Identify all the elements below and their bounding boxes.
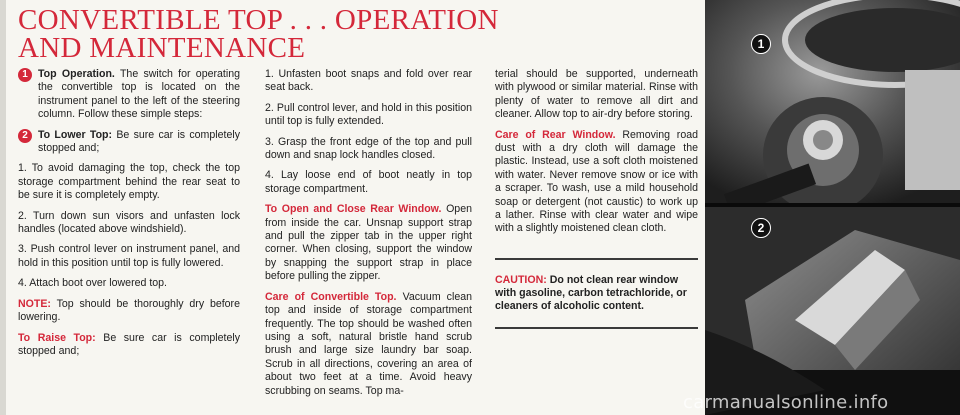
top-operation-body: The switch for operating the convertible top is located on the instrument panel to the left of the steering column. Follow these simple steps: (38, 68, 240, 121)
note-paragraph (18, 298, 240, 325)
rear-window-paragraph (265, 203, 472, 283)
care-top-heading: Care of Convertible Top. (265, 290, 397, 303)
care-top-body: Vacuum clean top and inside of storage compartment frequently. The top should be washed often using a soft, natural bristle hand scrub brush and large size laundry bar soap. Scrub in all directions, covering an area of about two feet at a time. Avoid heavy scrubbing on seams. Top ma- (265, 290, 472, 397)
rear-window-body: Open from inside the car. Unsnap support strap and pull the zipper tab in the upper right corner. When closing, support the window by snapping the support strap in place before pulling the zipper. (265, 203, 472, 283)
photo-label-2: 2 (751, 218, 771, 238)
column-3 (495, 68, 698, 343)
rear-window-heading: To Open and Close Rear Window. (265, 203, 442, 216)
caution-box (495, 274, 698, 313)
step-badge-1: 1 (18, 68, 32, 82)
care-top-paragraph (265, 291, 472, 398)
raise-step-1: 1. Unfasten boot snaps and fold over rear seat back. (265, 68, 472, 94)
raise-top-heading: To Raise Top: (18, 331, 96, 344)
lower-step-3: 3. Push control lever on instrument panel, and hold in this position until top is fully lowered. (18, 243, 240, 269)
lower-top-heading: To Lower Top: (38, 128, 113, 141)
caution-body: Do not clean rear window with gasoline, carbon tetrachloride, or cleaners of alcoholic content. (495, 273, 687, 312)
lower-step-1: 1. To avoid damaging the top, check the top storage compartment behind the rear seat to be sure it is completely empty. (18, 162, 240, 202)
lower-top-paragraph (18, 129, 240, 156)
dashboard-photo (705, 0, 960, 415)
photo-label-1: 1 (751, 34, 771, 54)
title-line-1: CONVERTIBLE TOP . . . OPERATION (18, 4, 499, 36)
note-body: Top should be thoroughly dry before lowering. (18, 297, 240, 324)
divider-top (495, 258, 698, 260)
raise-top-body: Be sure car is completely stopped and; (18, 331, 241, 357)
care-rear-window-paragraph (495, 129, 698, 236)
raise-step-2: 2. Pull control lever, and hold in this position until top is fully extended. (265, 101, 472, 128)
step-badge-2: 2 (18, 129, 32, 143)
raise-step-4: 4. Lay loose end of boot neatly in top storage compartment. (265, 169, 472, 195)
care-rear-window-heading: Care of Rear Window. (495, 128, 616, 141)
lower-step-2: 2. Turn down sun visors and unfasten lock handles (located above windshield). (18, 209, 240, 236)
page-title (18, 4, 499, 64)
column-1 (18, 68, 240, 365)
top-operation-paragraph (18, 68, 240, 122)
column-2 (265, 68, 472, 405)
lower-step-4: 4. Attach boot over lowered top. (18, 277, 167, 290)
title-line-2: AND MAINTENANCE (18, 32, 306, 64)
note-heading: NOTE: (18, 297, 51, 310)
page-edge (0, 0, 6, 415)
caution-heading: CAUTION: (495, 273, 547, 286)
raise-step-3: 3. Grasp the front edge of the top and pull down and snap lock handles closed. (265, 135, 472, 162)
watermark: carmanualsonline.info (683, 392, 889, 413)
care-rear-window-body: Removing road dust with a dry cloth will damage the plastic. Instead, use a soft cloth moistened with water. Never remove snow or ice with a scraper. To wash, use a mild household soap or detergent (not caustic) to work up a lather. Rinse with clear water and wipe with a slightly moistened clean cloth. (495, 128, 699, 235)
lower-top-body: Be sure car is completely stopped and; (38, 128, 240, 155)
photo-panel (705, 0, 960, 415)
divider-bottom (495, 327, 698, 329)
raise-top-paragraph (18, 332, 240, 359)
care-top-continued: terial should be supported, underneath with plywood or similar material. Rinse with plenty of water to remove all dirt and cleaner. Allow top to air-dry before storing. (495, 68, 698, 121)
top-operation-heading: Top Operation. (38, 68, 115, 80)
